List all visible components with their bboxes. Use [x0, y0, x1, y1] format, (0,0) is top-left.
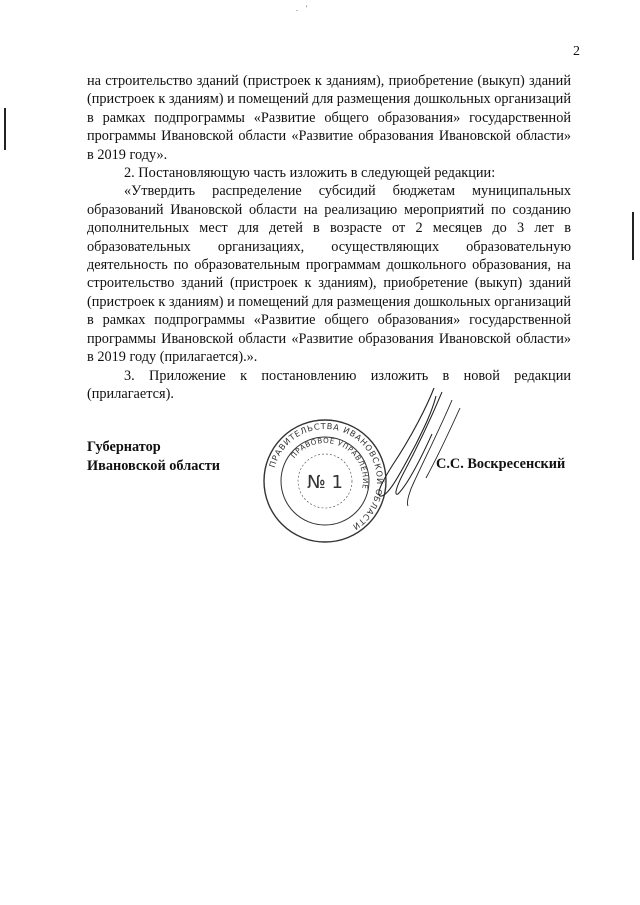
scan-artifact: . '	[296, 4, 308, 13]
handwritten-signature	[372, 386, 472, 516]
stamp-number: № 1	[307, 472, 343, 493]
signatory-name: С.С. Воскресенский	[436, 456, 566, 472]
paragraph-continuation: на строительство зданий (пристроек к зданиям), приобретение (выкуп) зданий (пристроек к зданиям) и помещений для размещения дошкольных организаций в рамках подпрограммы «Развитие общего образования» государственной программы Ивановской области «Развитие образования Ивановской области» в 2019 году».	[87, 73, 571, 163]
signatory-title	[87, 438, 220, 475]
scan-edge-mark-left	[4, 108, 6, 150]
official-stamp	[262, 418, 388, 544]
page-number: 2	[573, 44, 580, 59]
body-text	[87, 72, 571, 403]
signatory-title-line-2: Ивановской области	[87, 457, 220, 474]
paragraph-item-3: 3. Приложение к постановлению изложить в новой редакции (прилагается).	[87, 367, 571, 402]
paragraph-quoted-resolution: «Утвердить распределение субсидий бюджетам муниципальных образований Ивановской области на реализацию мероприятий по созданию дополнительных мест для детей в возрасте от 2 месяцев до 3 лет в образовательных организациях, осуществляющих образовательную деятельность по образовательным программам дошкольного образования, на строительство зданий (пристроек к зданиям), приобретение (выкуп) зданий (пристроек к зданиям) и помещений для размещения дошкольных организаций в рамках подпрограммы «Развитие общего образования» государственной программы Ивановской области «Развитие образования Ивановской области» в 2019 году (прилагается).».	[87, 183, 571, 366]
paragraph-item-2: 2. Постановляющую часть изложить в следующей редакции:	[124, 165, 496, 182]
scan-edge-mark-right	[632, 212, 634, 260]
signatory-title-line-1: Губернатор	[87, 439, 161, 455]
stamp-inner-text: ПРАВОВОЕ УПРАВЛЕНИЕ	[288, 435, 371, 491]
stamp-outer-text: ПРАВИТЕЛЬСТВА ИВАНОВСКОЙ ОБЛАСТИ	[266, 420, 386, 533]
